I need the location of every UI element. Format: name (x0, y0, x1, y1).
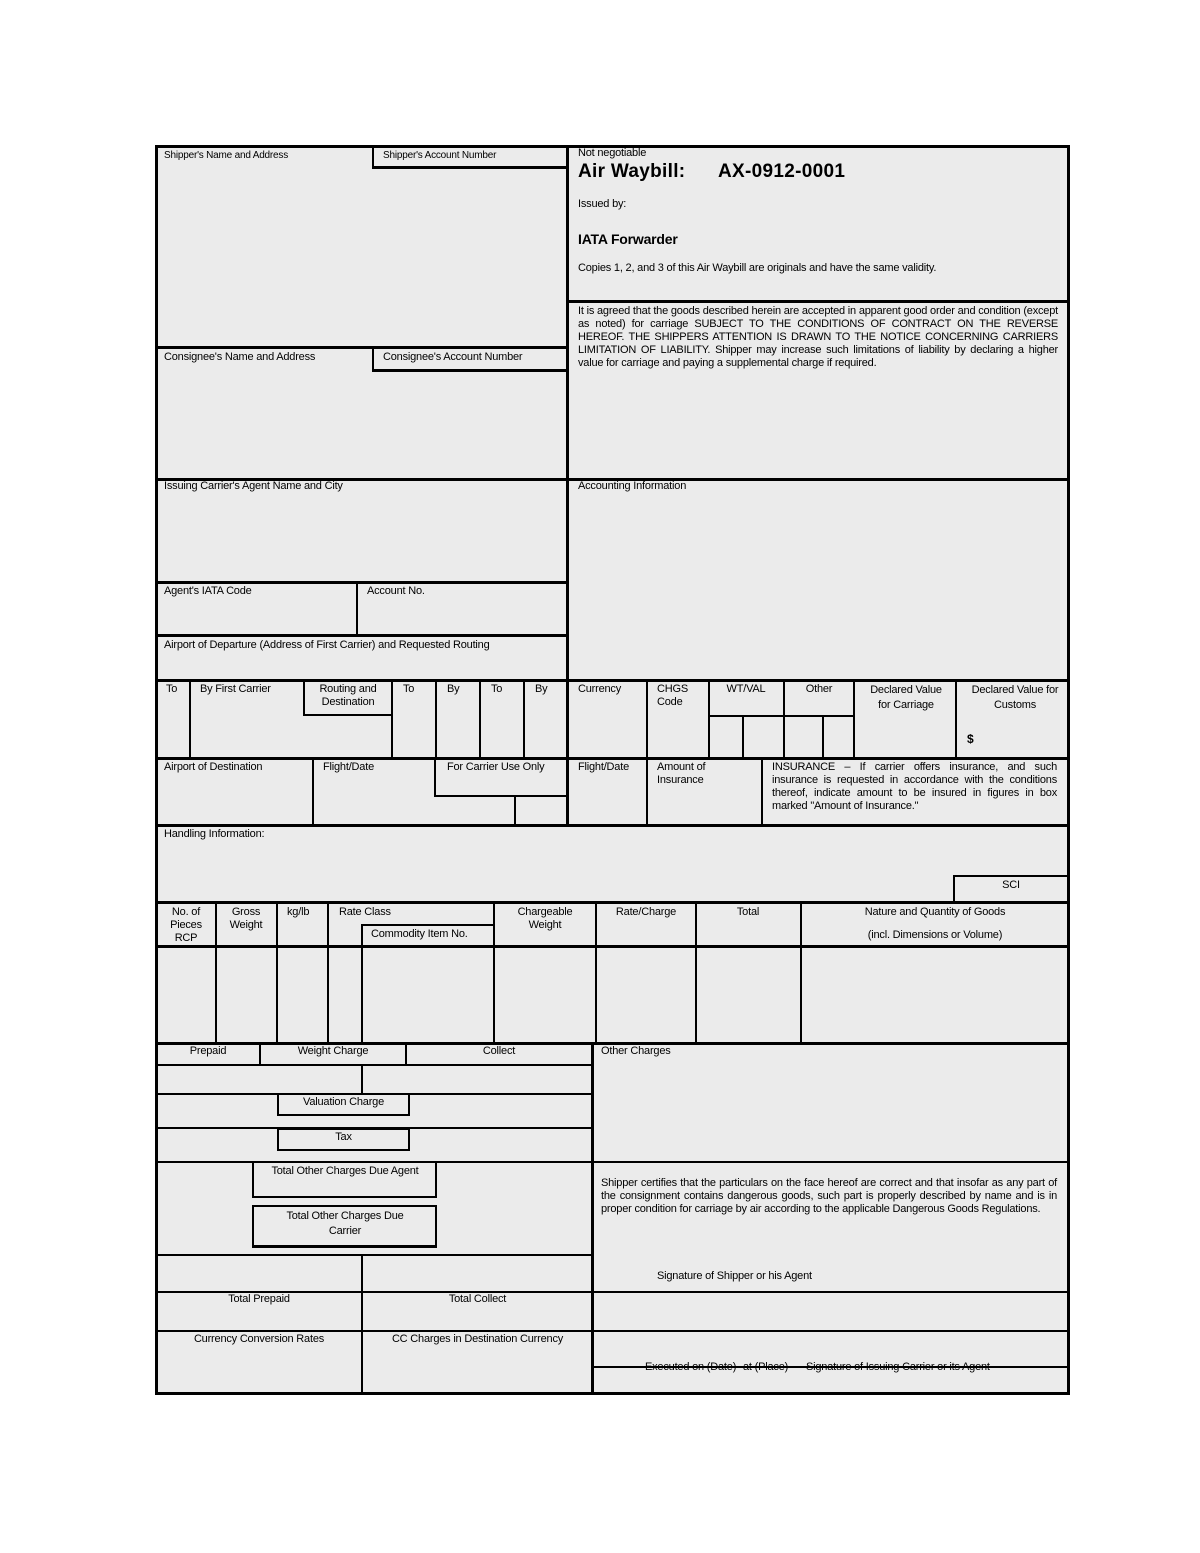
divider (259, 1043, 261, 1065)
divider (742, 716, 744, 758)
consignee-name-label: Consignee's Name and Address (164, 351, 316, 363)
routing-by-2: By (447, 683, 460, 695)
issued-by-label: Issued by: (578, 198, 627, 210)
routing-to-3: To (491, 683, 503, 695)
chgs-code-label: CHGS Code (657, 683, 688, 708)
dollar-sign: $ (967, 732, 974, 746)
divider (761, 758, 763, 825)
divider (822, 716, 824, 758)
currency-label: Currency (578, 683, 622, 695)
divider (327, 902, 329, 1043)
departure-label: Airport of Departure (Address of First Carrier) and Requested Routing (164, 639, 490, 651)
air-waybill-form (155, 145, 1070, 1395)
dimensions-label: (incl. Dimensions or Volume) (867, 929, 1003, 941)
at-place-label: at (Place) (743, 1361, 789, 1373)
routing-to-2: To (403, 683, 415, 695)
divider (155, 1254, 592, 1256)
divider (783, 680, 785, 758)
other-label: Other (805, 683, 833, 695)
divider (155, 634, 567, 637)
waybill-number: AX-0912-0001 (718, 161, 846, 182)
divider (434, 795, 567, 797)
insurance-text: INSURANCE – If carrier offers insurance, and such insurance is requested in accordance with the conditions thereof, indicate amount to be insured in figures in box marked "Amount of Insurance." (772, 761, 1057, 812)
routing-by-3: By (535, 683, 548, 695)
wt-val-label: WT/VAL (726, 683, 766, 695)
shipper-name-label: Shipper's Name and Address (164, 150, 289, 161)
amount-insurance-label: Amount of Insurance (657, 761, 706, 786)
declared-carriage-label: Declared Value for Carriage (870, 684, 942, 711)
flight-date-label-1: Flight/Date (323, 761, 374, 773)
divider (303, 714, 393, 716)
divider (155, 679, 1070, 682)
divider (567, 300, 1070, 303)
divider (695, 902, 697, 1043)
airport-destination-label: Airport of Destination (164, 761, 263, 773)
divider (800, 902, 802, 1043)
divider (591, 1043, 594, 1395)
kg-lb-label: kg/lb (287, 906, 310, 918)
executed-on-label: Executed on (Date) (645, 1361, 737, 1373)
divider (372, 166, 567, 169)
conversion-rates-label: Currency Conversion Rates (193, 1333, 325, 1345)
divider (155, 1330, 1070, 1332)
divider (646, 680, 648, 758)
divider (566, 758, 569, 825)
divider (361, 1255, 363, 1395)
other-due-carrier-label: Total Other Charges Due Carrier (286, 1210, 404, 1237)
conditions-text: It is agreed that the goods described herein are accepted in apparent good order and condition (except as noted) for carriage SUBJECT TO THE CONDITIONS OF CONTRACT ON THE REVERSE HEREOF. THE SHIPPERS ATTENTION IS DRAWN TO THE NOTICE CONCERNING CARRIERS LIMITATION OF LIABILITY. Shipper may increase such limitations of liability by declaring a higher value for carriage and paying a supplemental charge if required. (578, 305, 1058, 369)
total-label: Total (736, 906, 760, 918)
divider (953, 875, 1070, 877)
prepaid-label: Prepaid (189, 1045, 227, 1057)
copies-note: Copies 1, 2, and 3 of this Air Waybill are originals and have the same validity. (578, 262, 937, 274)
rate-charge-label: Rate/Charge (615, 906, 677, 918)
divider (215, 902, 217, 1043)
divider (155, 824, 1070, 827)
divider (155, 945, 1070, 948)
accounting-info-label: Accounting Information (578, 480, 687, 492)
routing-destination-label: Routing and Destination (319, 683, 377, 708)
consignee-account-label: Consignee's Account Number (383, 351, 523, 363)
divider (155, 346, 567, 349)
flight-date-label-2: Flight/Date (578, 761, 629, 773)
routing-to-1: To (166, 683, 178, 695)
valuation-charge-label: Valuation Charge (303, 1096, 384, 1108)
divider (595, 902, 597, 1043)
divider (708, 680, 710, 758)
other-charges-label: Other Charges (601, 1045, 671, 1057)
total-prepaid-label: Total Prepaid (228, 1293, 290, 1305)
divider (361, 1065, 363, 1095)
waybill-label: Air Waybill: (578, 161, 686, 182)
chargeable-weight-label: Chargeable Weight (517, 906, 573, 931)
divider (514, 796, 516, 825)
agent-name-city-label: Issuing Carrier's Agent Name and City (164, 480, 343, 492)
pieces-label: No. of Pieces RCP (170, 906, 202, 944)
agent-iata-code-label: Agent's IATA Code (164, 585, 252, 597)
cc-charges-label: CC Charges in Destination Currency (391, 1333, 564, 1345)
shipper-certification-text: Shipper certifies that the particulars on the face hereof are correct and that insofar as any part of the consignment contains dangerous goods, such part is properly described by name and is in proper condition for carriage by air according to the applicable Dangerous Goods Regulations. (601, 1177, 1057, 1215)
divider (493, 902, 495, 1043)
agent-account-no-label: Account No. (367, 585, 425, 597)
declared-customs-label: Declared Value for Customs (971, 684, 1059, 711)
divider (155, 901, 1070, 904)
carrier-signature-label: Signature of Issuing Carrier or its Agent (806, 1361, 990, 1373)
divider (361, 924, 494, 926)
nature-quantity-label: Nature and Quantity of Goods (864, 906, 1006, 918)
other-due-agent-label: Total Other Charges Due Agent (271, 1165, 419, 1177)
rate-class-label: Rate Class (339, 906, 391, 918)
divider (361, 925, 363, 1043)
divider (435, 680, 437, 758)
gross-weight-label: Gross Weight (229, 906, 263, 931)
divider (391, 680, 393, 758)
divider (356, 582, 358, 634)
collect-label: Collect (482, 1045, 516, 1057)
tax-label: Tax (335, 1131, 352, 1143)
sci-label: SCI (1002, 879, 1020, 891)
divider (276, 902, 278, 1043)
divider (155, 581, 567, 584)
shipper-signature-label: Signature of Shipper or his Agent (657, 1270, 812, 1282)
divider (372, 369, 567, 372)
divider (708, 715, 854, 717)
divider (479, 680, 481, 758)
divider (955, 680, 957, 758)
divider (189, 680, 191, 758)
divider (566, 680, 569, 758)
by-first-carrier-label: By First Carrier (200, 683, 271, 695)
divider (312, 758, 314, 825)
divider (434, 758, 436, 797)
carrier-use-only-label: For Carrier Use Only (447, 761, 545, 773)
not-negotiable-label: Not negotiable (578, 147, 647, 159)
divider (405, 1043, 407, 1065)
issuer-name: IATA Forwarder (578, 231, 678, 247)
commodity-item-label: Commodity Item No. (371, 928, 468, 940)
handling-info-label: Handling Information: (164, 828, 265, 840)
total-collect-label: Total Collect (448, 1293, 507, 1305)
divider (853, 680, 855, 758)
shipper-account-label: Shipper's Account Number (383, 150, 497, 161)
divider (523, 680, 525, 758)
divider (646, 758, 648, 825)
divider (155, 757, 1070, 760)
divider (566, 145, 569, 680)
divider (155, 1064, 592, 1066)
weight-charge-label: Weight Charge (297, 1045, 369, 1057)
divider (303, 680, 305, 715)
